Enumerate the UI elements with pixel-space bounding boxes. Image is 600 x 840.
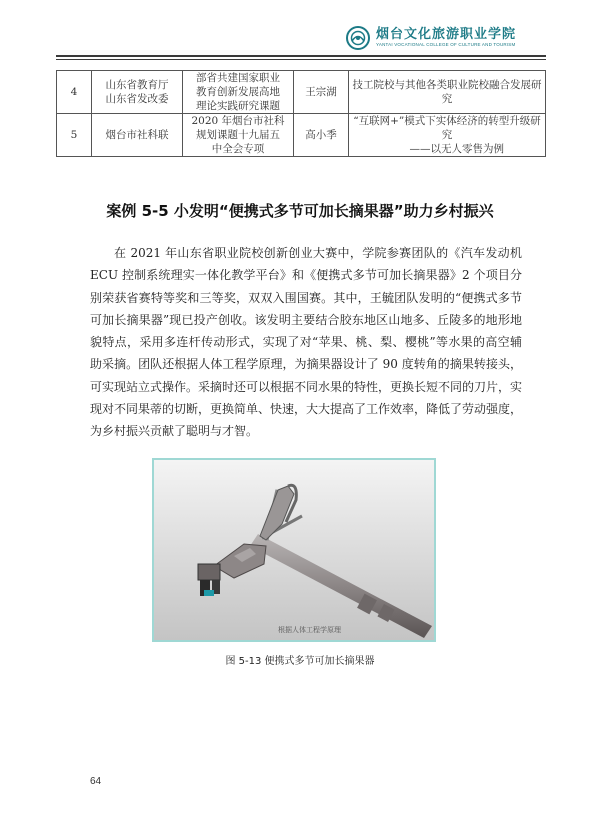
header-rule-thin bbox=[56, 59, 546, 60]
case-title: 案例 5-5 小发明“便携式多节可加长摘果器”助力乡村振兴 bbox=[106, 202, 494, 220]
college-logo bbox=[346, 26, 516, 50]
category-line: 中全会专项 bbox=[211, 143, 265, 155]
table-cell-category bbox=[183, 71, 294, 114]
table-cell-source bbox=[92, 114, 183, 157]
college-name-en: YANTAI VOCATIONAL COLLEGE OF CULTURE AND TOURISM bbox=[376, 42, 516, 47]
table-cell-no: 4 bbox=[57, 71, 92, 114]
fruit-picker-figure bbox=[152, 458, 436, 642]
table-row bbox=[57, 114, 546, 157]
category-line: 教育创新发展高地 bbox=[196, 86, 280, 98]
table-cell-no: 5 bbox=[57, 114, 92, 157]
title-line: ——以无人零售为例 bbox=[409, 143, 504, 155]
title-line: “互联网+”模式下实体经济的转型升级研究 bbox=[353, 115, 541, 141]
college-emblem-icon bbox=[346, 26, 370, 50]
fruit-picker-illustration bbox=[154, 460, 434, 640]
project-table bbox=[56, 70, 546, 157]
table-cell-leader: 王宗湖 bbox=[294, 71, 349, 114]
table-cell-leader: 高小季 bbox=[294, 114, 349, 157]
page-number: 64 bbox=[90, 776, 102, 787]
category-line: 规划课题十九届五 bbox=[196, 129, 280, 141]
figure-inner-label: 根据人体工程学原理 bbox=[278, 626, 341, 634]
header-rule-thick bbox=[56, 55, 546, 57]
category-line: 理论实践研究课题 bbox=[196, 100, 280, 112]
table-cell-title bbox=[349, 114, 546, 157]
source-line: 山东省教育厅 bbox=[105, 79, 169, 91]
table-row bbox=[57, 71, 546, 114]
source-line: 山东省发改委 bbox=[105, 93, 169, 105]
table-cell-category bbox=[183, 114, 294, 157]
college-name-cn: 烟台文化旅游职业学院 bbox=[376, 27, 517, 42]
source-line: 烟台市社科联 bbox=[105, 129, 169, 141]
category-line: 部省共建国家职业 bbox=[196, 72, 280, 84]
case-paragraph: 在 2021 年山东省职业院校创新创业大赛中，学院参赛团队的《汽车发动机 ECU 控制系统理实一体化教学平台》和《便携式多节可加长摘果器》2 个项目分别荣获省赛特等奖和三等奖，双双入围国赛。其中，王毓团队发明的“便携式多节可加长摘果器”现已投产创收。该发明主要结合胶东地区山地多、丘陵多的地形地貌特点，采用多连杆传动形式，实现了对“苹果、桃、梨、樱桃”等水果的高空辅助采摘。团队还根据人体工程学原理，为摘果器设计了 90 度转角的摘果转接头，可实现站立式操作。采摘时还可以根据不同水果的特性，更换长短不同的刀片，实现对不同果蒂的切断，更换简单、快速，大大提高了工作效率，降低了劳动强度，为乡村振兴贡献了聪明与才智。 bbox=[90, 246, 523, 439]
page-header bbox=[0, 0, 600, 62]
table-cell-source bbox=[92, 71, 183, 114]
category-line: 2020 年烟台市社科 bbox=[191, 115, 285, 127]
table-cell-title bbox=[349, 71, 546, 114]
figure-caption: 图 5-13 便携式多节可加长摘果器 bbox=[225, 656, 375, 667]
title-line: 技工院校与其他各类职业院校融合发展研究 bbox=[352, 79, 542, 105]
